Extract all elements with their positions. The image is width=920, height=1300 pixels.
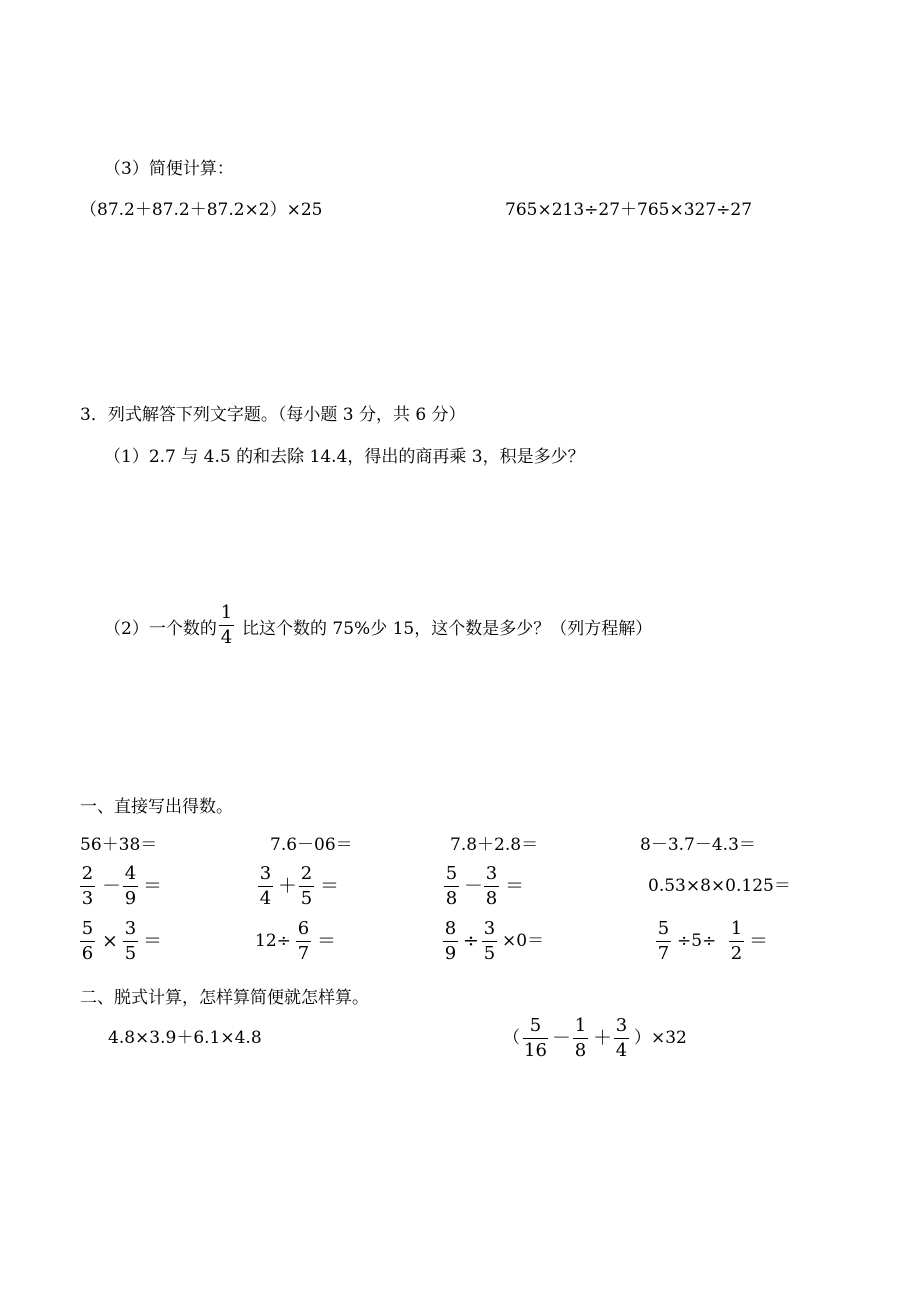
- fraction-numerator: 1: [574, 1015, 587, 1036]
- oral-calc-10-prefix: 12÷: [255, 931, 291, 951]
- fraction-numerator: 8: [444, 918, 457, 939]
- oral-calc-9-equals: ＝: [143, 930, 163, 952]
- q3-problem-1: （1）2.7 与 4.5 的和去除 14.4，得出的商再乘 3，积是多少？: [104, 447, 585, 467]
- oral-calc-2: 7.6－06＝: [270, 835, 353, 855]
- oral-calc-7-equals: ＝: [505, 875, 525, 897]
- fraction-numerator: 6: [297, 918, 310, 939]
- fraction-denominator: 7: [297, 943, 310, 964]
- oral-calc-7-fraction-2: [484, 865, 499, 908]
- oral-calc-1: 56＋38＝: [80, 835, 158, 855]
- fraction-denominator: 5: [124, 943, 137, 964]
- oral-calc-5-equals: ＝: [143, 875, 163, 897]
- oral-calc-6-fraction-1: [258, 865, 273, 908]
- fraction-numerator: 5: [657, 918, 670, 939]
- fraction-denominator: 8: [445, 888, 458, 909]
- fraction-denominator: 4: [615, 1040, 628, 1061]
- oral-calc-7-operator: －: [464, 875, 484, 897]
- oral-calc-6-operator: ＋: [278, 875, 298, 897]
- q3-problem-2-suffix: 比这个数的 75%少 15，这个数是多少？（列方程解）: [242, 619, 653, 639]
- oral-calc-5-operator: －: [102, 875, 122, 897]
- step-calc-expr-2-operator-1: －: [552, 1027, 572, 1049]
- fraction-denominator: 5: [483, 943, 496, 964]
- part1-title: 一、直接写出得数。: [80, 797, 233, 817]
- fraction-denominator: 6: [81, 943, 94, 964]
- oral-calc-10-equals: ＝: [317, 930, 337, 952]
- fraction-denominator: 4: [220, 627, 233, 648]
- simplified-calc-heading: （3）简便计算：: [104, 159, 234, 179]
- simplified-calc-expr-a: （87.2＋87.2＋87.2×2）×25: [80, 200, 323, 220]
- fraction-numerator: 5: [81, 918, 94, 939]
- oral-calc-9-fraction-1: [80, 920, 95, 963]
- oral-calc-8: 0.53×8×0.125＝: [648, 876, 791, 896]
- fraction-denominator: 3: [81, 888, 94, 909]
- oral-calc-12-fraction-2: [729, 920, 744, 963]
- q3-title: 3．列式解答下列文字题。（每小题 3 分，共 6 分）: [80, 405, 466, 425]
- oral-calc-12-equals: ＝: [749, 930, 769, 952]
- oral-calc-4: 8－3.7－4.3＝: [640, 835, 756, 855]
- step-calc-expr-2-left-paren: （: [503, 1028, 520, 1048]
- fraction-numerator: 1: [730, 918, 743, 939]
- oral-calc-12-fraction-1: [656, 920, 671, 963]
- oral-calc-11-suffix: ×0＝: [502, 931, 545, 951]
- oral-calc-3: 7.8＋2.8＝: [450, 835, 539, 855]
- q3-problem-2-fraction: [219, 604, 234, 647]
- oral-calc-6-equals: ＝: [320, 875, 340, 897]
- q3-problem-2-prefix: （2）一个数的: [104, 619, 217, 639]
- oral-calc-11-operator: ÷: [463, 930, 479, 952]
- simplified-calc-expr-b: 765×213÷27＋765×327÷27: [505, 200, 753, 220]
- step-calc-expr-2-fraction-3: [614, 1017, 629, 1060]
- step-calc-expr-2-right-part: ）×32: [634, 1028, 687, 1048]
- oral-calc-10-fraction: [296, 920, 311, 963]
- step-calc-expr-1: 4.8×3.9＋6.1×4.8: [108, 1028, 262, 1048]
- fraction-denominator: 16: [524, 1040, 547, 1061]
- step-calc-expr-2-fraction-1: [523, 1017, 548, 1060]
- oral-calc-9-fraction-2: [123, 920, 138, 963]
- oral-calc-9-operator: ×: [102, 930, 118, 952]
- fraction-denominator: 8: [485, 888, 498, 909]
- fraction-denominator: 8: [574, 1040, 587, 1061]
- step-calc-expr-2-operator-2: ＋: [593, 1027, 613, 1049]
- fraction-numerator: 3: [485, 863, 498, 884]
- fraction-denominator: 4: [259, 888, 272, 909]
- fraction-denominator: 2: [730, 943, 743, 964]
- part2-title: 二、脱式计算，怎样算简便就怎样算。: [80, 988, 369, 1008]
- fraction-numerator: 2: [300, 863, 313, 884]
- oral-calc-11-fraction-2: [482, 920, 497, 963]
- fraction-numerator: 2: [81, 863, 94, 884]
- fraction-numerator: 4: [124, 863, 137, 884]
- fraction-numerator: 3: [124, 918, 137, 939]
- fraction-denominator: 7: [657, 943, 670, 964]
- fraction-denominator: 9: [444, 943, 457, 964]
- fraction-numerator: 3: [615, 1015, 628, 1036]
- fraction-denominator: 9: [124, 888, 137, 909]
- fraction-numerator: 1: [220, 602, 233, 623]
- fraction-denominator: 5: [300, 888, 313, 909]
- oral-calc-12-middle: ÷5÷: [677, 931, 717, 951]
- oral-calc-11-fraction-1: [443, 920, 458, 963]
- fraction-numerator: 3: [483, 918, 496, 939]
- oral-calc-5-fraction-2: [123, 865, 138, 908]
- oral-calc-6-fraction-2: [299, 865, 314, 908]
- oral-calc-7-fraction-1: [444, 865, 459, 908]
- fraction-numerator: 3: [259, 863, 272, 884]
- oral-calc-5-fraction-1: [80, 865, 95, 908]
- fraction-numerator: 5: [529, 1015, 542, 1036]
- step-calc-expr-2-fraction-2: [573, 1017, 588, 1060]
- fraction-numerator: 5: [445, 863, 458, 884]
